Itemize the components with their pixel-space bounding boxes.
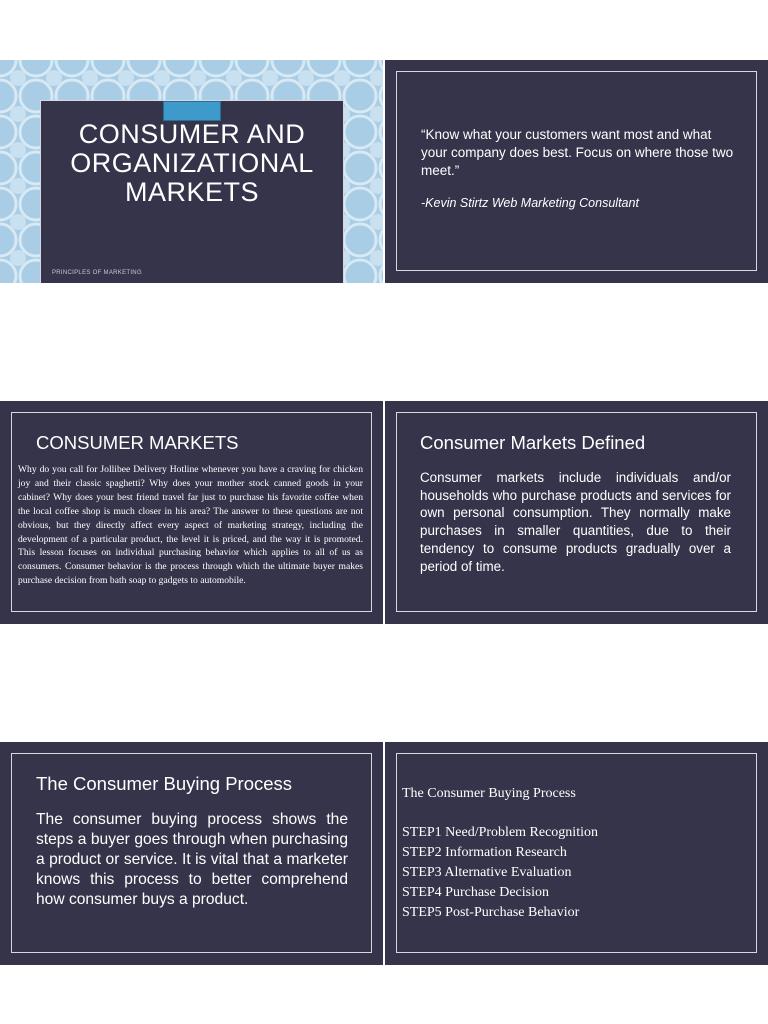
step-item: STEP5 Post-Purchase Behavior xyxy=(402,905,580,920)
slide-5-heading: The Consumer Buying Process xyxy=(36,773,293,794)
slide-3-heading: CONSUMER MARKETS xyxy=(36,432,239,453)
slide-subtitle: PRINCIPLES OF MARKETING xyxy=(52,270,142,276)
step-item: STEP2 Information Research xyxy=(402,845,567,860)
step-item: STEP4 Purchase Decision xyxy=(402,885,549,900)
slide-3-body: Why do you call for Jollibee Delivery Hotline whenever you have a craving for chicken joy and their classic spaghetti? Why does your mother stock canned goods in your cabinet? Why does your best friend travel far just to purchase his favorite coffee when the local coffee shop is much closer in his area? The answer to these questions are not obvious, but they directly affect every aspect of marketing strategy, including the development of a particular product, the level it is priced, and the way it is promoted. This lesson focuses on individual purchasing behavior which applies to all of us as consumers. Consumer behavior is the process through which the ultimate buyer makes purchase decision from bath soap to gadgets to automobile. xyxy=(18,464,363,587)
step-item: STEP3 Alternative Evaluation xyxy=(402,865,572,880)
step-item: STEP1 Need/Problem Recognition xyxy=(402,825,598,840)
slide-title: CONSUMER AND ORGANIZATIONAL MARKETS xyxy=(70,119,314,207)
slide-5-body: The consumer buying process shows the steps a buyer goes through when purchasing a product or service. It is vital that a marketer knows this process to better comprehend how consumer buys a product. xyxy=(36,811,348,908)
title-accent-bar xyxy=(163,101,221,121)
slide-6-heading: The Consumer Buying Process xyxy=(402,786,576,801)
quote-author: -Kevin Stirtz Web Marketing Consultant xyxy=(421,196,639,210)
slide-1 xyxy=(0,60,383,283)
slide-6-steps xyxy=(402,823,598,923)
slide-4-heading: Consumer Markets Defined xyxy=(420,432,646,453)
quote-text: “Know what your customers want most and what your company does best. Focus on where those two meet.” xyxy=(421,127,734,178)
slide-4-body: Consumer markets include individuals and/or households who purchase products and services for own personal consumption. They normally make purchases in smaller quantities, due to their tendency to consume products gradually over a period of time. xyxy=(420,470,731,574)
